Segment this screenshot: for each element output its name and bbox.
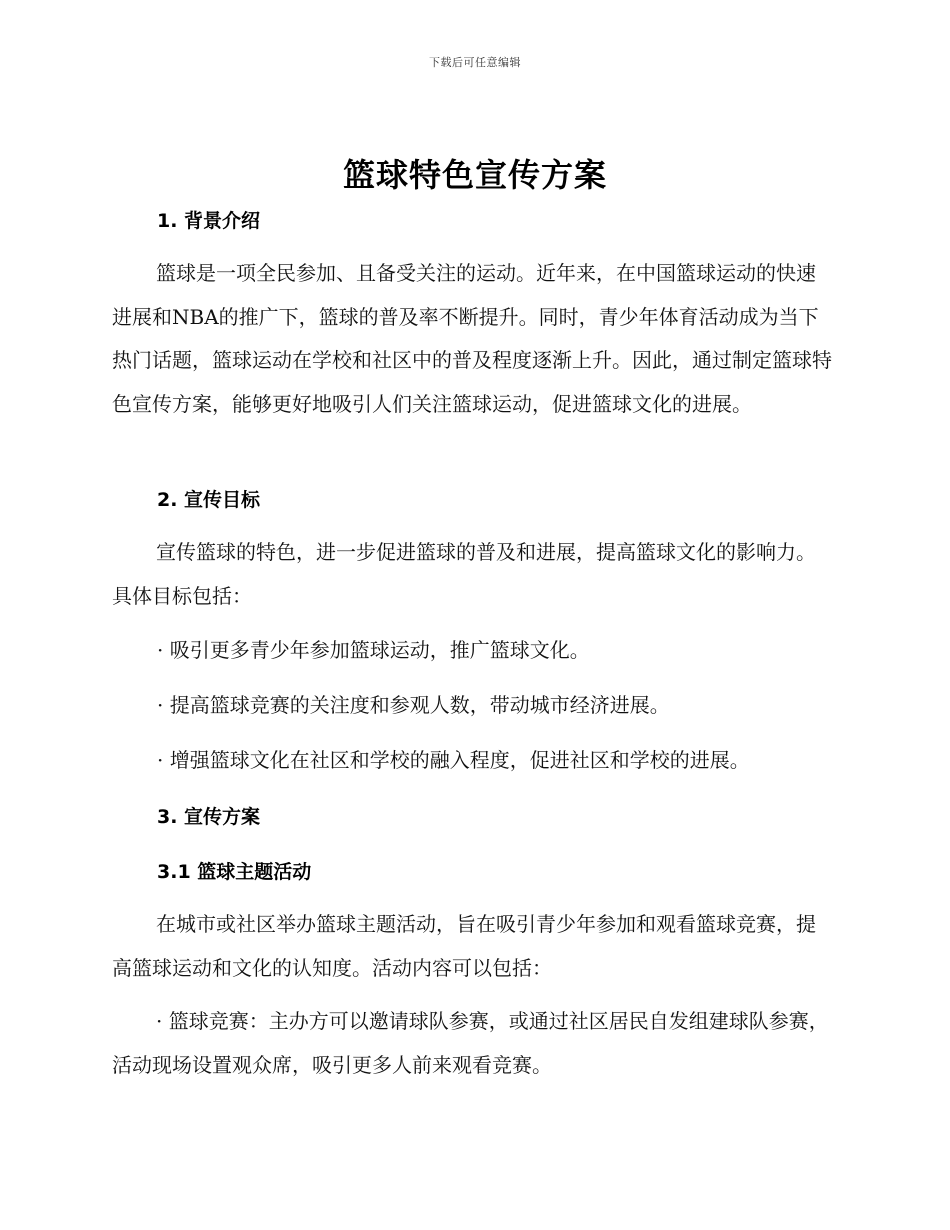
section-paragraph-goals: 宣传篮球的特色，进一步促进篮球的普及和进展，提高篮球文化的影响力。具体目标包括： [112, 540, 816, 608]
section-heading-goals: 2. 宣传目标 [157, 489, 261, 511]
list-item: · 增强篮球文化在社区和学校的融入程度，促进社区和学校的进展。 [157, 748, 750, 772]
document-title: 篮球特色宣传方案 [342, 156, 607, 194]
section-paragraph-theme-activity: 在城市或社区举办篮球主题活动，旨在吸引青少年参加和观看篮球竞赛，提高篮球运动和文化的认知度。活动内容可以包括： [112, 912, 816, 980]
list-item: · 篮球竞赛：主办方可以邀请球队参赛，或通过社区居民自发组建球队参赛，活动现场设置观众席，吸引更多人前来观看竞赛。 [112, 1009, 829, 1077]
list-item: · 提高篮球竞赛的关注度和参观人数，带动城市经济进展。 [157, 693, 670, 717]
section-heading-plan: 3. 宣传方案 [157, 806, 261, 828]
header-note: 下载后可任意编辑 [429, 56, 521, 69]
section-heading-background: 1. 背景介绍 [157, 210, 261, 232]
section-paragraph-background: 篮球是一项全民参加、且备受关注的运动。近年来，在中国篮球运动的快速进展和NBA的推广下，篮球的普及率不断提升。同时，青少年体育活动成为当下热门话题，篮球运动在学校和社区中的普及程度逐渐上升。因此，通过制定篮球特色宣传方案，能够更好地吸引人们关注篮球运动，促进篮球文化的进展。 [112, 261, 832, 416]
subsection-heading-theme-activity: 3.1 篮球主题活动 [157, 861, 312, 883]
list-item: · 吸引更多青少年参加篮球运动，推广篮球文化。 [157, 638, 590, 662]
